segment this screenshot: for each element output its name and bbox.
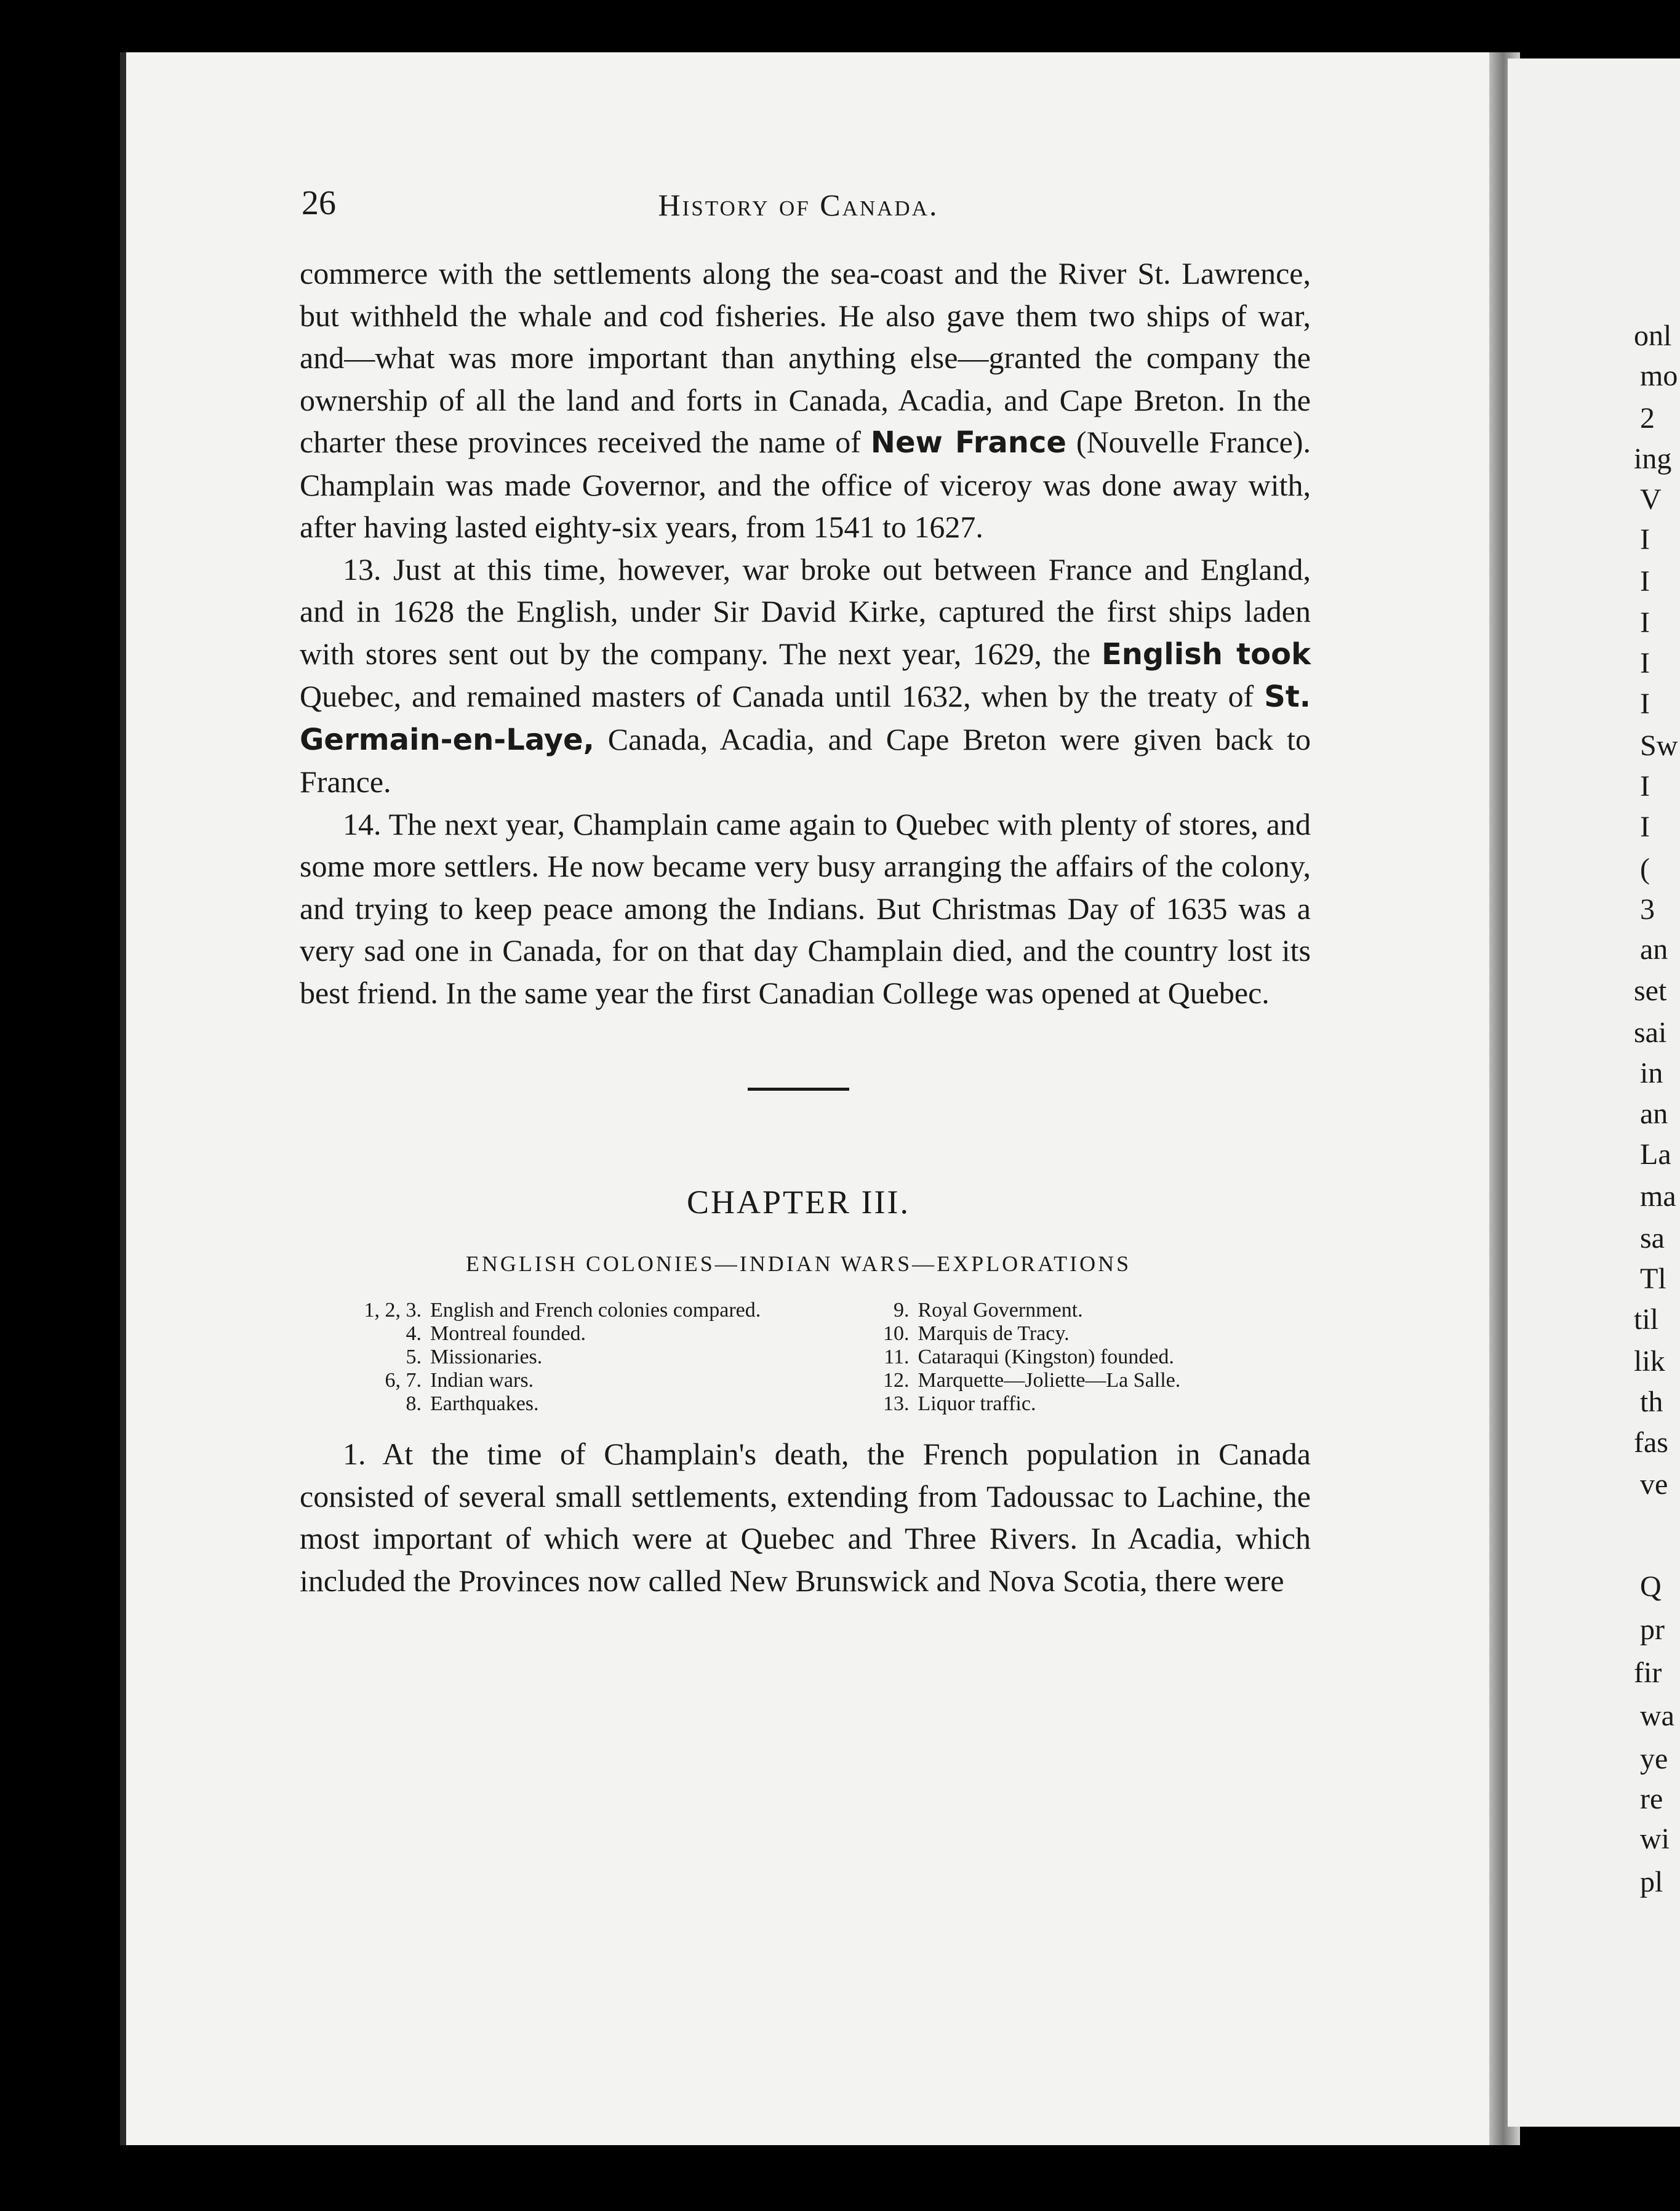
facing-page-fragment: I (1640, 606, 1650, 639)
facing-page-fragment: Q (1640, 1570, 1662, 1603)
facing-page-fragment: onl (1634, 319, 1672, 352)
facing-page-fragment: til (1634, 1303, 1659, 1336)
facing-page-fragment: wi (1640, 1823, 1670, 1855)
chapter-subtitle: ENGLISH COLONIES—INDIAN WARS—EXPLORATIONS (465, 1251, 1132, 1276)
text-segment: commerce with the settlements along the sea-coast and the River St. Lawrence, but withheld the whale and cod fisheries. He also gave them two ships of war, and—what was more important than anything else—granted the company the ownership of all the land and forts in Canada, Acadia, and Cape Breton. In the charter these provinces received the name of (300, 256, 1311, 459)
facing-page-fragment: wa (1640, 1699, 1674, 1732)
contents-number: 8. (406, 1392, 422, 1415)
section-divider (748, 1088, 849, 1091)
contents-text: Cataraqui (Kingston) founded. (918, 1346, 1174, 1368)
paragraph-13 (286, 548, 1311, 803)
facing-page-fragment: Sw (1640, 729, 1678, 762)
continued-paragraph (286, 252, 1311, 548)
facing-page-fragment: La (1640, 1138, 1671, 1171)
contents-left-column (335, 1299, 823, 1416)
facing-page-fragment: ing (1634, 443, 1672, 475)
facing-page-fragment: ye (1640, 1743, 1668, 1775)
facing-page-fragment: lik (1634, 1345, 1665, 1378)
facing-page-fragment: I (1640, 688, 1650, 720)
contents-item (823, 1322, 1311, 1346)
text-segment: Quebec, and remained masters of Canada until 1632, when by the treaty of (300, 679, 1265, 713)
contents-item (335, 1369, 823, 1392)
facing-page-fragment: ma (1640, 1180, 1676, 1213)
bold-term-new-france: New France (870, 425, 1066, 460)
chapter-paragraph-1: 1. At the time of Champlain's death, the French population in Canada consisted of several small settlements, extending from Tadoussac to Lachine, the most important of which were at Quebec and Three Rivers. In Acadia, which included the Provinces now called New Brunswick and Nova Scotia, there were (300, 1437, 1311, 1598)
contents-text: Royal Government. (918, 1299, 1083, 1322)
running-head (286, 179, 1311, 234)
contents-item (823, 1369, 1311, 1392)
contents-number: 4. (406, 1322, 422, 1345)
contents-item (335, 1392, 823, 1416)
facing-page-fragment: re (1640, 1783, 1663, 1815)
contents-number: 5. (406, 1346, 422, 1368)
facing-page-fragment: 2 (1640, 402, 1655, 435)
facing-page-fragment: I (1640, 565, 1650, 598)
contents-item (335, 1346, 823, 1369)
facing-page-fragment: fir (1634, 1656, 1662, 1689)
contents-item (823, 1346, 1311, 1369)
facing-page-fragment: I (1640, 770, 1650, 803)
text-segment: Canada, Acadia, and Cape Breton were given back to France. (300, 721, 1311, 799)
facing-page-fragment: I (1640, 811, 1650, 843)
contents-number: 13. (883, 1392, 910, 1415)
facing-page-fragment: sa (1640, 1222, 1665, 1254)
contents-number: 12. (883, 1369, 910, 1392)
text-segment: (Nouvelle France). Champlain was made Governor, and the office of viceroy was done away with, after having lasted eighty-six years, from 1541 to 1627. (300, 425, 1311, 544)
contents-number: 10. (883, 1322, 910, 1345)
running-title: History of Canada. (658, 188, 939, 222)
contents-text: Montreal founded. (430, 1322, 586, 1345)
text-segment: 13. Just at this time, however, war broke out between France and England, and in 1628 the English, under Sir David Kirke, captured the first ships laden with stores sent out by the company. The next year, 1629, the (300, 552, 1311, 671)
contents-text: Liquor traffic. (918, 1392, 1036, 1415)
facing-page-fragment: an (1640, 1097, 1668, 1130)
facing-page-fragment: an (1640, 933, 1668, 966)
facing-page-fragment: Tl (1640, 1262, 1666, 1295)
facing-page-fragment: sai (1634, 1016, 1667, 1049)
facing-page-fragment: I (1640, 647, 1650, 680)
facing-page-fragment: th (1640, 1386, 1663, 1418)
contents-right-column (823, 1299, 1311, 1416)
contents-item (823, 1392, 1311, 1416)
contents-item (335, 1322, 823, 1346)
contents-item (335, 1299, 823, 1322)
contents-text: Missionaries. (430, 1346, 543, 1368)
contents-number: 11. (884, 1346, 910, 1368)
facing-page-fragment: pl (1640, 1866, 1663, 1898)
facing-page-fragment: mo (1640, 359, 1678, 392)
facing-page-fragment: 3 (1640, 893, 1655, 926)
facing-page-fragment: ( (1640, 853, 1650, 885)
contents-text: Marquette—Joliette—La Salle. (918, 1369, 1181, 1392)
bold-term-treaty: St. Germain-en-Laye, (300, 680, 1311, 757)
contents-number: 9. (894, 1299, 910, 1322)
contents-text: Marquis de Tracy. (918, 1322, 1070, 1345)
facing-page-fragment: I (1640, 523, 1650, 556)
paragraph-14: 14. The next year, Champlain came again to Quebec with plenty of stores, and some more settlers. He now became very busy arranging the affairs of the colony, and trying to keep peace among the Indians. But Christmas Day of 1635 was a very sad one in Canada, for on that day Champlain died, and the country lost its best friend. In the same year the first Canadian College was opened at Quebec. (300, 806, 1311, 1010)
contents-number: 6, 7. (385, 1369, 422, 1392)
contents-text: Earthquakes. (430, 1392, 539, 1415)
contents-text: Indian wars. (430, 1369, 534, 1392)
facing-page-fragment: V (1640, 483, 1662, 516)
contents-item (823, 1299, 1311, 1322)
bold-term-english-took: English took (1101, 636, 1311, 672)
facing-page-fragment: in (1640, 1057, 1663, 1089)
facing-page-fragment: fas (1634, 1426, 1668, 1459)
facing-page-fragment: set (1634, 974, 1667, 1007)
chapter-contents (286, 1299, 1311, 1416)
facing-page-fragment: pr (1640, 1613, 1665, 1646)
contents-number: 1, 2, 3. (364, 1299, 422, 1322)
chapter-title: CHAPTER III. (687, 1184, 910, 1221)
page-number: 26 (302, 184, 336, 222)
contents-text: English and French colonies compared. (430, 1299, 761, 1322)
facing-page-fragment: ve (1640, 1468, 1668, 1501)
page-content (286, 179, 1311, 1602)
